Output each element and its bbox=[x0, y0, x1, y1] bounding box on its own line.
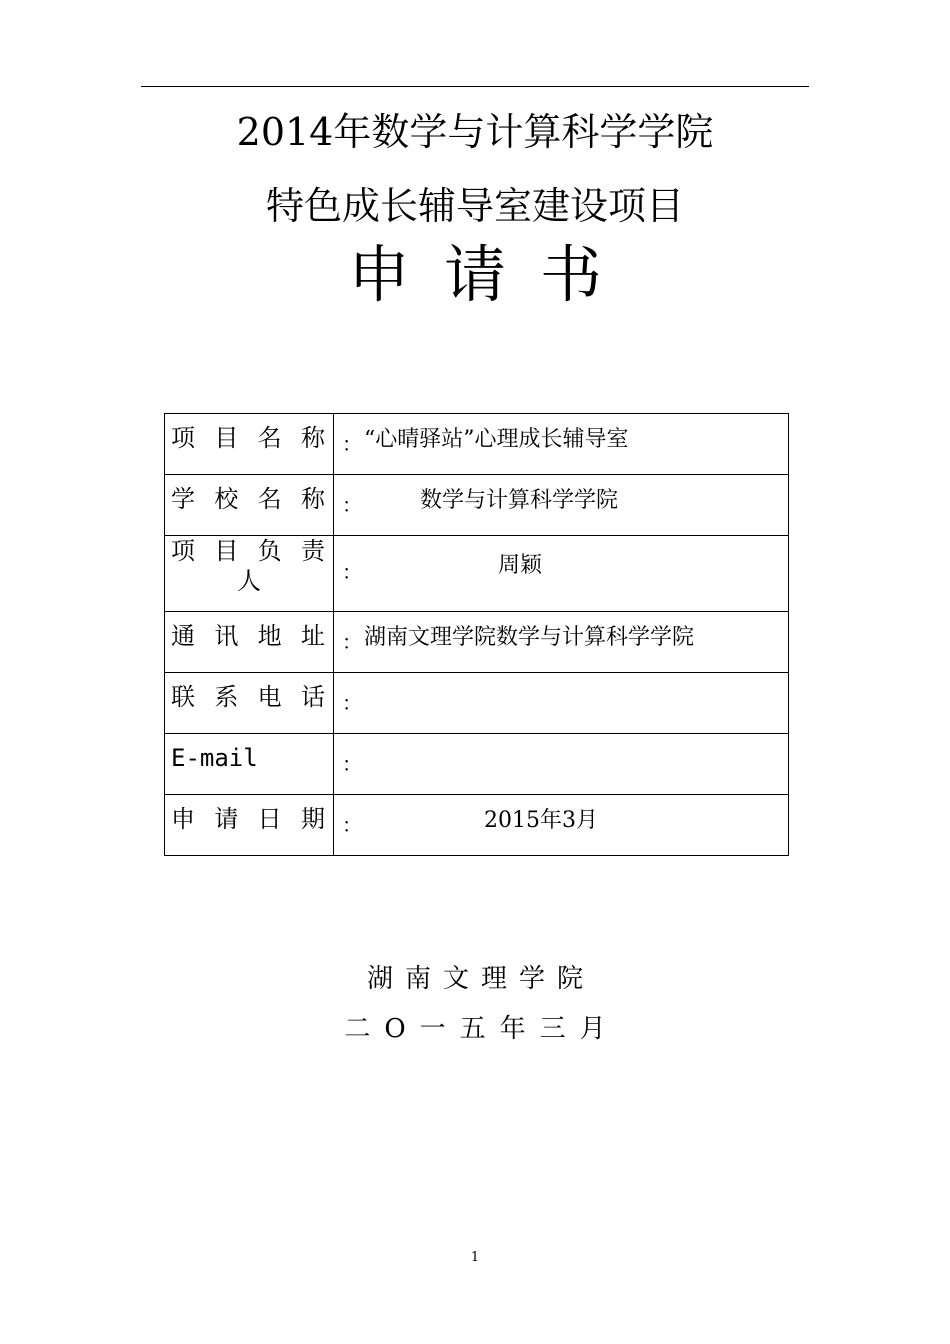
label-cell bbox=[165, 536, 334, 612]
top-rule bbox=[141, 86, 809, 87]
title-line-2: 特色成长辅导室建设项目 bbox=[265, 184, 684, 228]
info-table bbox=[164, 413, 789, 856]
value-application-date: 2015年3月 bbox=[484, 808, 598, 833]
label-email: E-mail bbox=[171, 744, 258, 772]
label-cell bbox=[165, 612, 334, 673]
label-cell bbox=[165, 414, 334, 475]
colon: ： bbox=[342, 432, 362, 456]
label-project-name: 项目名称 bbox=[171, 424, 327, 452]
label-application-date: 申请日期 bbox=[171, 805, 327, 833]
colon: ： bbox=[342, 691, 362, 715]
row-school-name bbox=[165, 475, 789, 536]
label-address: 通讯地址 bbox=[171, 622, 327, 650]
row-project-leader bbox=[165, 536, 789, 612]
label-cell bbox=[165, 795, 334, 856]
colon: ： bbox=[342, 813, 362, 837]
title-line-3: 申请书 bbox=[347, 238, 636, 311]
title-line-1: 2014年数学与计算科学学院 bbox=[236, 110, 714, 154]
value-cell bbox=[334, 795, 789, 856]
page-number: 1 bbox=[470, 1250, 480, 1265]
row-application-date bbox=[165, 795, 789, 856]
label-cell bbox=[165, 734, 334, 795]
row-email bbox=[165, 734, 789, 795]
value-address: 湖南文理学院数学与计算科学学院 bbox=[364, 625, 695, 650]
label-project-leader-line2: 人 bbox=[237, 567, 261, 595]
value-cell bbox=[334, 475, 789, 536]
colon: ： bbox=[342, 493, 362, 517]
colon: ： bbox=[342, 560, 362, 584]
value-cell bbox=[334, 612, 789, 673]
value-project-leader: 周颖 bbox=[498, 553, 543, 578]
label-school-name: 学校名称 bbox=[171, 485, 327, 513]
value-cell bbox=[334, 536, 789, 612]
value-cell bbox=[334, 673, 789, 734]
value-cell bbox=[334, 734, 789, 795]
label-project-leader-line1: 项目负责 bbox=[171, 537, 327, 565]
colon: ： bbox=[342, 630, 362, 654]
label-cell bbox=[165, 673, 334, 734]
colon: ： bbox=[342, 752, 362, 776]
label-phone: 联系电话 bbox=[171, 683, 327, 711]
value-school-name: 数学与计算科学学院 bbox=[420, 488, 619, 513]
row-phone bbox=[165, 673, 789, 734]
footer-institution: 湖南文理学院 bbox=[366, 964, 595, 994]
value-project-name: “心晴驿站”心理成长辅导室 bbox=[364, 427, 629, 452]
footer-date: 二O一五年三月 bbox=[344, 1014, 620, 1044]
row-project-name bbox=[165, 414, 789, 475]
value-cell bbox=[334, 414, 789, 475]
row-address bbox=[165, 612, 789, 673]
label-cell bbox=[165, 475, 334, 536]
